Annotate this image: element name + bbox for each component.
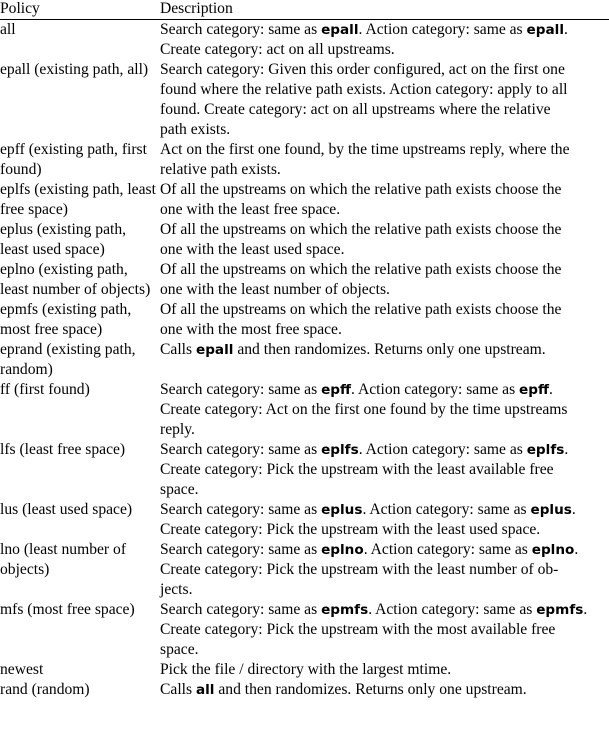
policy-description <box>160 260 609 300</box>
policy-name: newest <box>0 661 44 678</box>
policy-description <box>160 380 609 440</box>
description-text: found where the relative path exists. Action category: apply to all <box>160 81 568 98</box>
description-text: Search category: same as <box>160 21 322 38</box>
description-line <box>160 300 609 320</box>
policy-description <box>160 340 609 380</box>
policy-description <box>160 140 609 180</box>
description-text: Create category: Pick the upstream with the least used space. <box>160 521 541 538</box>
policy-description <box>160 20 609 61</box>
policy-reference: eplus <box>530 502 572 518</box>
policy-description <box>160 600 609 660</box>
policy-name: lfs (least free space) <box>0 441 126 458</box>
description-line <box>160 20 609 40</box>
policy-description <box>160 680 609 700</box>
description-text: Of all the upstreams on which the relative path exists choose the <box>160 301 562 318</box>
description-text: Calls <box>160 341 196 358</box>
table-row <box>0 60 609 140</box>
description-text: Create category: Pick the upstream with the least number of ob- <box>160 561 559 578</box>
description-line <box>160 200 609 220</box>
description-line <box>160 680 609 700</box>
description-text: Pick the file / directory with the largest mtime. <box>160 661 452 678</box>
policy-name: all <box>0 21 16 38</box>
description-line <box>160 340 609 360</box>
policy-description <box>160 60 609 140</box>
description-line <box>160 600 609 620</box>
description-line <box>160 60 609 80</box>
description-text: Of all the upstreams on which the relative path exists choose the <box>160 261 562 278</box>
description-text: Create category: Pick the upstream with the most available free <box>160 621 556 638</box>
description-line <box>160 140 609 160</box>
description-text: one with the most free space. <box>160 321 342 338</box>
description-line <box>160 280 609 300</box>
description-line <box>160 80 609 100</box>
policy-name: ff (first found) <box>0 381 90 398</box>
description-line <box>160 580 609 600</box>
policy-description <box>160 660 609 680</box>
description-text: Calls <box>160 681 196 698</box>
description-text: . Action category: same as <box>358 441 527 458</box>
table-row <box>0 340 609 380</box>
policy-reference: epmfs <box>321 602 369 618</box>
description-line <box>160 560 609 580</box>
policy-description <box>160 300 609 340</box>
policy-description <box>160 440 609 500</box>
policy-name: eplfs (existing path, least free space) <box>0 181 156 218</box>
policy-reference: eplno <box>531 542 575 558</box>
table-row <box>0 300 609 340</box>
policy-reference: epall <box>321 22 359 38</box>
description-text: . <box>574 541 579 558</box>
description-text: Search category: same as <box>160 541 322 558</box>
description-text: Create category: act on all upstreams. <box>160 41 395 58</box>
description-text: Of all the upstreams on which the relative path exists choose the <box>160 181 562 198</box>
table-row <box>0 180 609 220</box>
policy-reference: epall <box>526 22 564 38</box>
policy-name: eplus (existing path, least used space) <box>0 221 127 258</box>
description-text: and then randomizes. Returns only one upstream. <box>214 681 527 698</box>
description-text: . <box>583 601 588 618</box>
description-text: Search category: same as <box>160 601 322 618</box>
policy-description <box>160 180 609 220</box>
description-text: . Action category: same as <box>358 21 527 38</box>
description-text: Act on the first one found, by the time upstreams reply, where the <box>160 141 570 158</box>
description-line <box>160 40 609 60</box>
policy-name: epall (existing path, all) <box>0 61 149 78</box>
table-row <box>0 540 609 600</box>
policy-reference: eplfs <box>526 442 565 458</box>
description-line <box>160 240 609 260</box>
policy-name: mfs (most free space) <box>0 601 135 618</box>
description-line <box>160 160 609 180</box>
description-line <box>160 180 609 200</box>
policy-reference: epmfs <box>536 602 584 618</box>
policy-name: epff (existing path, first found) <box>0 141 147 178</box>
description-text: one with the least free space. <box>160 201 341 218</box>
description-line <box>160 120 609 140</box>
description-line <box>160 620 609 640</box>
description-text: Of all the upstreams on which the relative path exists choose the <box>160 221 562 238</box>
description-text: . Action category: same as <box>362 501 531 518</box>
table-row <box>0 20 609 61</box>
description-text: Search category: same as <box>160 441 322 458</box>
description-text: one with the least number of objects. <box>160 281 390 298</box>
table-row <box>0 660 609 680</box>
table-row <box>0 140 609 180</box>
description-text: path exists. <box>160 121 231 138</box>
table-row <box>0 500 609 540</box>
description-line <box>160 440 609 460</box>
policy-description <box>160 220 609 260</box>
policy-name: lus (least used space) <box>0 501 133 518</box>
table-row <box>0 680 609 700</box>
description-line <box>160 220 609 240</box>
description-line <box>160 260 609 280</box>
description-line <box>160 540 609 560</box>
table-row <box>0 440 609 500</box>
description-text: space. <box>160 481 199 498</box>
table-row <box>0 220 609 260</box>
table-row <box>0 600 609 660</box>
table-body <box>0 20 609 701</box>
description-text: relative path exists. <box>160 161 281 178</box>
description-line <box>160 420 609 440</box>
table-row <box>0 260 609 300</box>
description-text: jects. <box>160 581 193 598</box>
policy-name: eprand (existing path, random) <box>0 341 136 378</box>
description-text: reply. <box>160 421 195 438</box>
description-line <box>160 100 609 120</box>
description-text: one with the least used space. <box>160 241 345 258</box>
description-text: Search category: Given this order configured, act on the first one <box>160 61 565 78</box>
policy-reference: eplno <box>321 542 364 558</box>
description-text: Create category: Pick the upstream with the least available free <box>160 461 554 478</box>
policy-reference: eplfs <box>321 442 359 458</box>
policy-name: rand (random) <box>0 681 90 698</box>
description-line <box>160 380 609 400</box>
description-text: Create category: Act on the first one found by the time upstreams <box>160 401 568 418</box>
description-line <box>160 320 609 340</box>
policy-description <box>160 500 609 540</box>
description-line <box>160 400 609 420</box>
policy-reference: epall <box>195 342 234 358</box>
description-line <box>160 460 609 480</box>
policy-name: lno (least number of objects) <box>0 541 127 578</box>
description-line <box>160 640 609 660</box>
policy-reference: epff <box>321 382 352 398</box>
policy-reference: eplus <box>321 502 363 518</box>
table-header-row <box>0 0 609 20</box>
description-text: space. <box>160 641 199 658</box>
policy-reference: epff <box>519 382 550 398</box>
description-text: and then randomizes. Returns only one upstream. <box>233 341 546 358</box>
table-row <box>0 380 609 440</box>
description-text: Search category: same as <box>160 381 322 398</box>
header-policy: Policy <box>0 0 40 17</box>
description-text: . Action category: same as <box>351 381 520 398</box>
policy-description <box>160 540 609 600</box>
description-text: . <box>564 441 569 458</box>
description-line <box>160 520 609 540</box>
description-text: found. Create category: act on all upstreams where the relative <box>160 101 551 118</box>
description-text: . <box>563 21 568 38</box>
description-text: . Action category: same as <box>363 541 532 558</box>
policy-name: epmfs (existing path, most free space) <box>0 301 132 338</box>
description-line <box>160 660 609 680</box>
description-line <box>160 480 609 500</box>
description-text: Search category: same as <box>160 501 322 518</box>
description-text: . <box>549 381 553 398</box>
policy-name: eplno (existing path, least number of objects) <box>0 261 151 298</box>
description-line <box>160 500 609 520</box>
description-text: . Action category: same as <box>368 601 537 618</box>
description-text: . <box>571 501 576 518</box>
header-description: Description <box>160 0 233 17</box>
policy-reference: all <box>195 682 215 698</box>
